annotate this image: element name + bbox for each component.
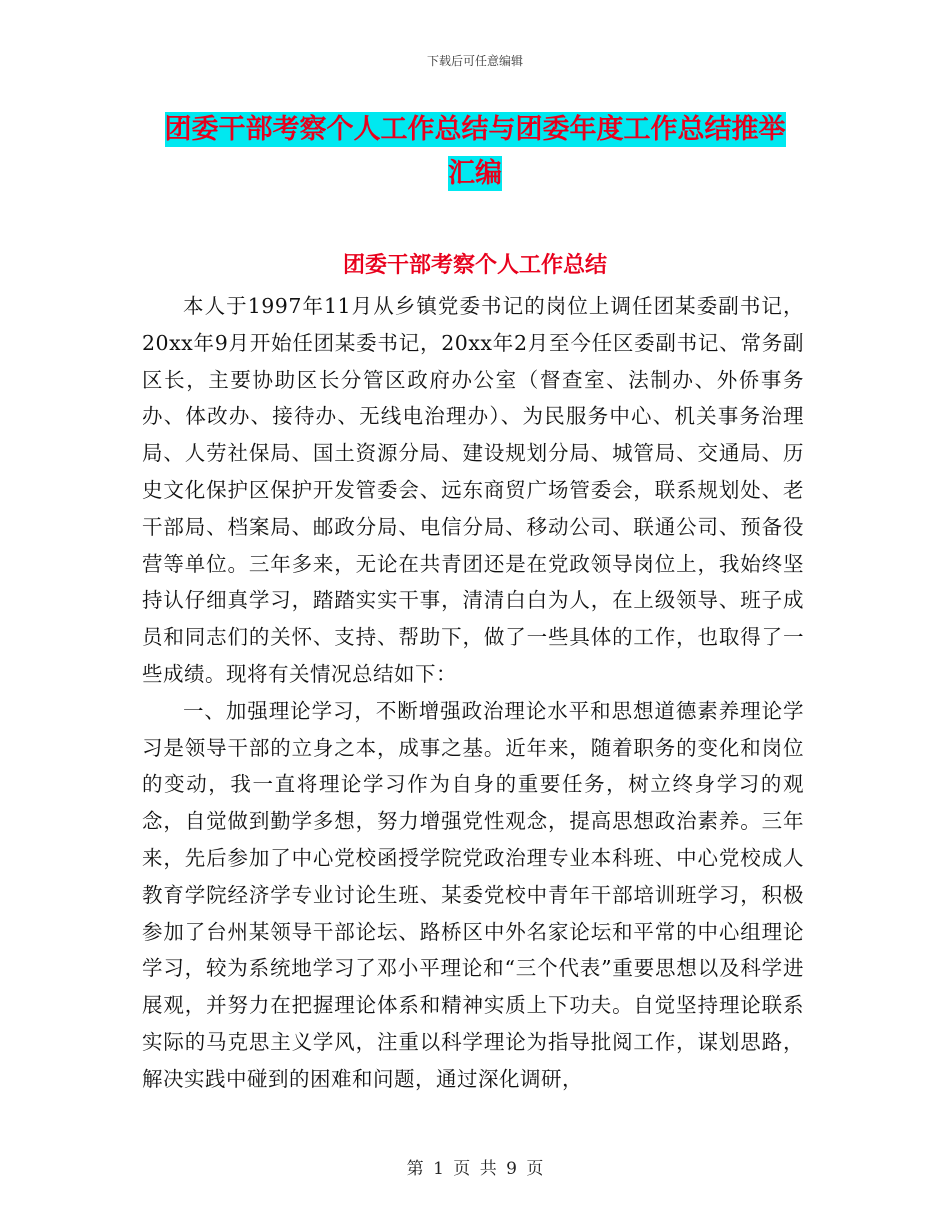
document-title-line1: 团委干部考察个人工作总结与团委年度工作总结推举 <box>164 114 786 145</box>
document-title <box>140 108 810 196</box>
page-header-note: 下载后可任意编辑 <box>426 54 523 68</box>
paragraph: 一、加强理论学习，不断增强政治理论水平和思想道德素养理论学习是领导干部的立身之本，成事之基。近年来，随着职务的变化和岗位的变动，我一直将理论学习作为自身的重要任务，树立终身学习的观念，自觉做到勤学多想，努力增强党性观念，提高思想政治素养。三年来，先后参加了中心党校函授学院党政治理专业本科班、中心党校成人教育学院经济学专业讨论生班、某委党校中青年干部培训班学习，积极参加了台州某领导干部论坛、路桥区中外名家论坛和平常的中心组理论学习，较为系统地学习了邓小平理论和“三个代表”重要思想以及科学进展观，并努力在把握理论体系和精神实质上下功夫。自觉坚持理论联系实际的马克思主义学风，注重以科学理论为指导批阅工作，谋划思路，解决实践中碰到的困难和问题，通过深化调研， <box>142 698 804 1091</box>
body-text <box>142 288 804 1098</box>
section-title: 团委干部考察个人工作总结 <box>342 253 607 278</box>
page-number: 第 1 页 共 9 页 <box>406 1159 544 1179</box>
paragraph: 本人于1997年11月从乡镇党委书记的岗位上调任团某委副书记，20xx年9月开始任团某委书记，20xx年2月至今任区委副书记、常务副区长，主要协助区长分管区政府办公室（督查室、法制办、外侨事务办、体改办、接待办、无线电治理办）、为民服务中心、机关事务治理局、人劳社保局、国土资源分局、建设规划分局、城管局、交通局、历史文化保护区保护开发管委会、远东商贸广场管委会，联系规划处、老干部局、档案局、邮政分局、电信分局、移动公司、联通公司、预备役营等单位。三年多来，无论在共青团还是在党政领导岗位上，我始终坚持认仔细真学习，踏踏实实干事，清清白白为人，在上级领导、班子成员和同志们的关怀、支持、帮助下，做了一些具体的工作，也取得了一些成绩。现将有关情况总结如下： <box>142 294 804 686</box>
document-title-line2: 汇编 <box>448 158 502 189</box>
